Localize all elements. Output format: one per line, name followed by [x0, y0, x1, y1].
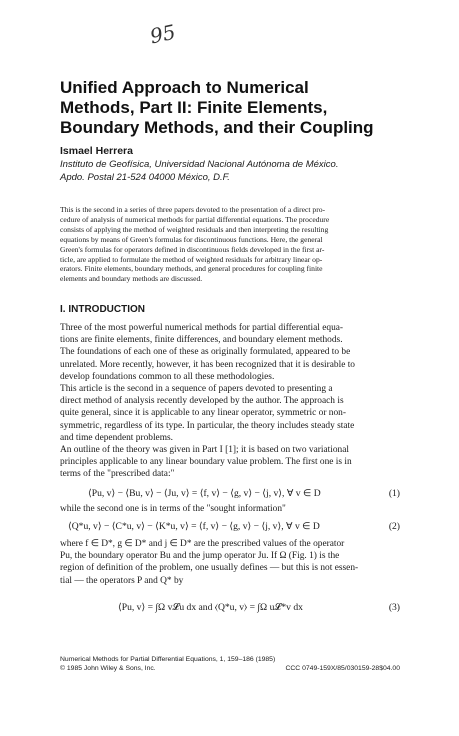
author-affiliation [60, 158, 338, 184]
footer-journal: Numerical Methods for Partial Differential Equations, 1, 159–186 (1985) [60, 656, 276, 663]
paragraph-line: Three of the most powerful numerical methods for partial differential equa- [60, 323, 344, 333]
paragraph-line: direct method of analysis recently developed by the author. The approach is [60, 396, 344, 407]
paragraph-line: Pu, the boundary operator Bu and the jump operator Ju. If Ω (Fig. 1) is the [60, 551, 340, 562]
equation-1-body: ⟨Pu, v⟩ − ⟨Bu, v⟩ − ⟨Ju, v⟩ = ⟨f, v⟩ − ⟨g, v⟩ − ⟨j, v⟩, ∀ v ∈ D [88, 488, 321, 499]
equation-2-number: (2) [388, 521, 400, 532]
abstract-line: elements and boundary methods are discussed. [60, 274, 203, 284]
abstract-line: erators. Finite elements, boundary methods, and general procedures for coupling finite [60, 264, 323, 274]
abstract-line: ticle, are applied to formulate the method of weighted residuals for arbitrary linear op- [60, 254, 323, 264]
footer-code: CCC 0749-159X/85/030159-28$04.00 [285, 665, 400, 672]
abstract-line: consists of applying the method of weighted residuals and then interpreting the resulting [60, 224, 329, 234]
equation-2-body: ⟨Q*u, v⟩ − ⟨C*u, v⟩ − ⟨K*u, v⟩ = ⟨f, v⟩ − ⟨g, v⟩ − ⟨j, v⟩, ∀ v ∈ D [68, 521, 320, 532]
abstract [60, 205, 400, 284]
page-footer [60, 655, 400, 673]
title-line-1: Unified Approach to Numerical [60, 78, 309, 97]
paragraph-line: quite general, since it is applicable to any linear operator, symmetric or non- [60, 408, 346, 419]
paper-title [60, 78, 420, 138]
paragraph-line: where f ∈ D*, g ∈ D* and j ∈ D* are the prescribed values of the operator [60, 539, 345, 549]
paragraph-line: principles applicable to any linear boundary value problem. The first one is in [60, 457, 352, 468]
abstract-line: This is the second in a series of three papers devoted to the presentation of a direct pro- [60, 205, 326, 214]
paragraph-line: region of definition of the problem, one usually defines — but this is not essen- [60, 563, 359, 574]
section-heading: I. INTRODUCTION [60, 304, 145, 315]
handwritten-note: 95 [147, 19, 178, 49]
abstract-line: Green's formulas for operators defined in discontinuous fields developed in the first ar- [60, 244, 325, 254]
paragraph-line: tions are finite elements, finite differences, and boundary element methods. [60, 335, 343, 346]
equation-3-body: ⟨Pu, v⟩ = ∫Ω v𝓛u dx and ⟨Q*u, v⟩ = ∫Ω u𝓛*v dx [118, 602, 303, 613]
paragraph-2 [60, 538, 405, 587]
abstract-line: cedure of analysis of numerical methods for partial differential equations. The procedure [60, 214, 330, 224]
paragraph-line: symmetric, regardless of its type. In particular, the theory includes steady state [60, 420, 355, 431]
title-line-3: Boundary Methods, and their Coupling [60, 118, 374, 137]
paragraph-line: and time dependent problems. [60, 432, 173, 443]
affiliation-line-1: Instituto de Geofísica, Universidad Nacional Autónoma de México. [60, 159, 339, 170]
paragraph-line: develop foundations common to all these methodologies. [60, 371, 275, 382]
intro-paragraph [60, 322, 405, 481]
author-name: Ismael Herrera [60, 145, 133, 157]
paragraph-line: terms of the "prescribed data:" [60, 469, 175, 480]
between-equations-text [60, 503, 405, 515]
paragraph-line: The foundations of each one of these as originally formulated, appeared to be [60, 347, 351, 358]
title-line-2: Methods, Part II: Finite Elements, [60, 98, 328, 117]
abstract-line: equations by means of Green's formulas for discontinuous functions. Here, the general [60, 234, 323, 244]
paragraph-line: An outline of the theory was given in Part I [1]; it is based on two variational [60, 445, 349, 456]
paragraph-line: This article is the second in a sequence of papers devoted to presenting a [60, 384, 333, 395]
paragraph-line: unrelated. More recently, however, it has been recognized that it is desirable to [60, 359, 355, 370]
equation-1-number: (1) [388, 488, 400, 499]
paragraph-line: while the second one is in terms of the "sought information" [60, 504, 286, 514]
paragraph-line: tial — the operators P and Q* by [60, 575, 184, 586]
footer-copyright: © 1985 John Wiley & Sons, Inc. [60, 665, 156, 672]
equation-3-number: (3) [388, 602, 400, 613]
affiliation-line-2: Apdo. Postal 21-524 04000 México, D.F. [60, 172, 230, 183]
